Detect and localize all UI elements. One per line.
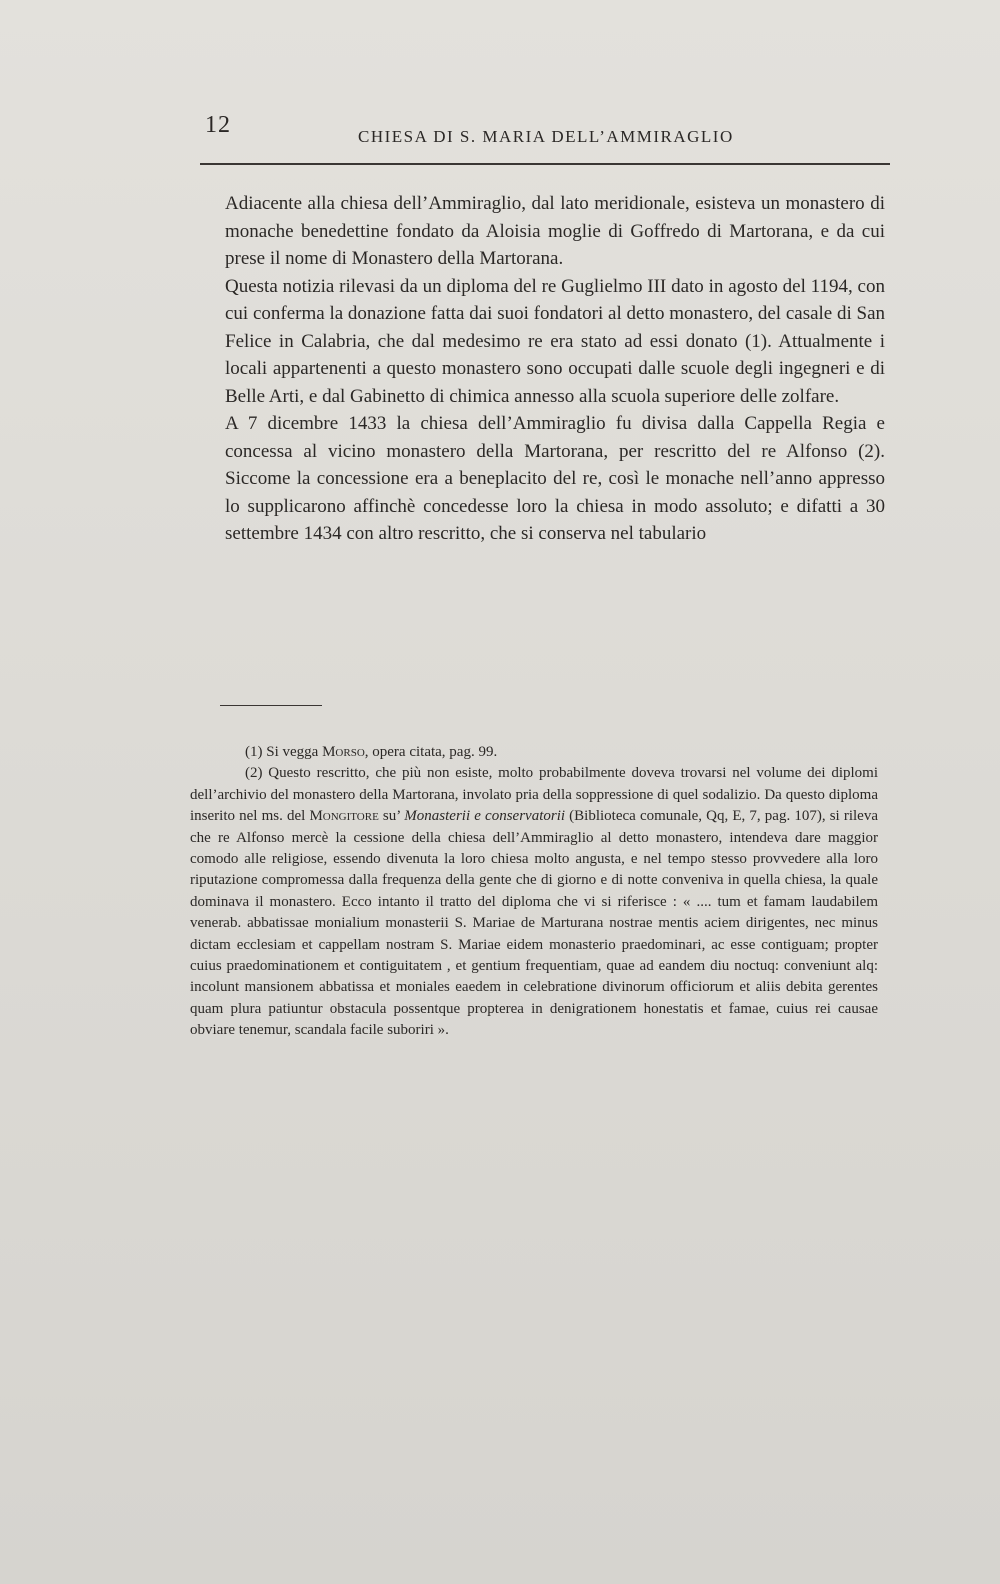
footnote-2-part2: su’: [378, 808, 405, 825]
header-rule: [200, 163, 890, 165]
main-text: [225, 190, 885, 548]
footnote-rule: [220, 705, 322, 706]
footnote-1-prefix: (1) Si vegga: [245, 744, 323, 760]
paragraph-2: Questa notizia rilevasi da un diploma del re Guglielmo III dato in agosto del 1194, con cui conferma la donazione fatta dai suoi fondatori al detto monastero, del casale di San Felice in Calabria, che dal medesimo re era stato ad essi donato (1). Attualmente i locali appartenenti a questo monastero sono occupati dalle scuole degli ingegneri e di Belle Arti, e dal Gabinetto di chimica annesso alla scuola superiore delle zolfare.: [225, 275, 886, 407]
footnote-1: [190, 742, 878, 763]
footnote-2: [190, 763, 878, 1041]
paragraph-1: Adiacente alla chiesa dell’Ammiraglio, dal lato meridionale, esisteva un monastero di monache benedettine fondato da Aloisia moglie di Goffredo di Martorana, e da cui prese il nome di Monastero della Martorana.: [225, 193, 885, 269]
footnotes: [190, 742, 878, 1042]
footnote-2-author: Mongitore: [309, 808, 379, 825]
running-title: CHIESA DI S. MARIA DELL’AMMIRAGLIO: [358, 127, 734, 146]
footnote-2-part1: (2) Questo rescritto, che più non esiste, molto probabilmente doveva trovarsi nel volume dei diplomi dell’archivio del monastero della Martorana, involato pria della soppressione di quel sodalizio. Da questo diploma inserito nel ms. del: [190, 765, 878, 825]
paragraph-3: A 7 dicembre 1433 la chiesa dell’Ammiraglio fu divisa dalla Cappella Regia e concessa al vicino monastero della Martorana, per rescritto del re Alfonso (2). Siccome la concessione era a beneplacito del re, così le monache nell’anno appresso lo supplicarono affinchè concedesse loro la chiesa in modo assoluto; e difatti a 30 settembre 1434 con altro rescritto, che si conserva nel tabulario: [225, 413, 885, 544]
footnote-1-author: Morso: [322, 744, 365, 760]
footnote-2-title: Monasterii e conservatorii: [404, 808, 566, 825]
footnote-2-part3: (Biblioteca comunale, Qq, E, 7, pag. 107), si rileva che re Alfonso mercè la cessione della chiesa dell’Ammiraglio al detto monastero, intendeva dare maggior comodo alle religiose, essendo divenuta la loro chiesa molto angusta, e nel tempo stesso provvedere alla loro riputazione compromessa dalla frequenza della gente che di giorno e di notte conveniva in quella chiesa, la quale dominava il monastero. Ecco intanto il tratto del diploma che vi si riferisce : « .... tum et famam laudabilem venerab. abbatissae monialium monasterii S. Mariae de Marturana nostrae mentis aciem dirigentes, nec minus dictam ecclesiam et cappellam nostram S. Mariae eidem monasterio praedominari, ac esse contiguam; propter cuius praedominationem et contiguitatem , et gentium frequentiam, quae ad eandem diu noctuq: conveniunt alq: incolunt mansionem abbatissa et moniales eaedem in celebratione divinorum officiorum et aliis debita gerentes quam plura patiuntur obstacula possentque propterea in denigrationem honestatis et famae, cuius rei causae obviare tenemur, scandala facile suboriri ».: [190, 808, 878, 1039]
page-number: 12: [205, 112, 231, 138]
footnote-1-suffix: , opera citata, pag. 99.: [364, 744, 498, 760]
